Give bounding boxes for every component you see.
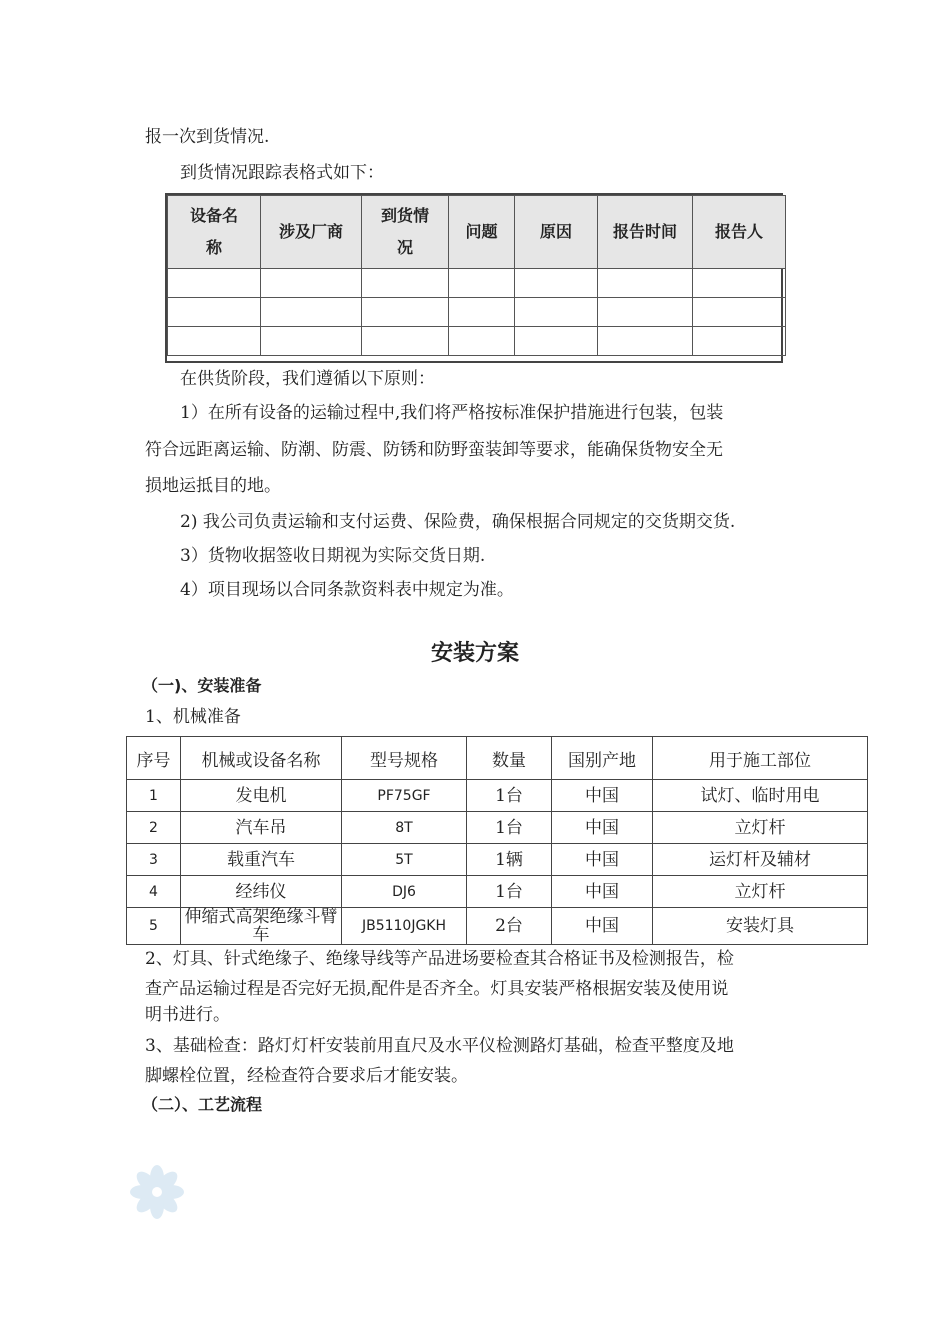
list-item-heading: 1、机械准备 [145, 707, 241, 727]
table-cell: 4 [127, 876, 181, 908]
text-line: 2、灯具、针式绝缘子、绝缘导线等产品进场要检查其合格证书及检测报告，检 [145, 949, 734, 969]
tracking-header-cell: 报告人 [693, 196, 786, 269]
text-line: 2) 我公司负责运输和支付运费、保险费，确保根据合同规定的交货期交货. [180, 512, 736, 532]
table-cell: 1辆 [467, 844, 552, 876]
table-cell: 立灯杆 [653, 876, 868, 908]
table-cell: 发电机 [181, 780, 342, 812]
machinery-header-cell: 用于施工部位 [653, 737, 868, 780]
subsection-heading: （二）、工艺流程 [142, 1095, 263, 1114]
tracking-header-cell: 问题 [449, 196, 515, 269]
tracking-table [167, 195, 786, 356]
tracking-header-cell: 设备名 称 [168, 196, 261, 269]
tracking-header-cell: 报告时间 [598, 196, 693, 269]
section-title: 安装方案 [430, 641, 519, 666]
text-line: 查产品运输过程是否完好无损,配件是否齐全。灯具安装严格根据安装及使用说 [145, 979, 729, 999]
machinery-header-cell: 型号规格 [342, 737, 467, 780]
tracking-header-cell: 到货情 况 [362, 196, 449, 269]
table-cell: 2台 [467, 908, 552, 945]
table-cell: 试灯、临时用电 [653, 780, 868, 812]
table-cell: 5T [342, 844, 467, 876]
table-cell: 运灯杆及辅材 [653, 844, 868, 876]
machinery-header-row [127, 737, 868, 780]
table-cell: 立灯杆 [653, 812, 868, 844]
text-line: 报一次到货情况. [145, 127, 270, 147]
table-cell: JB5110JGKH [342, 908, 467, 945]
text-line: 在供货阶段，我们遵循以下原则： [180, 369, 435, 389]
machinery-table [126, 736, 868, 945]
machinery-header-cell: 机械或设备名称 [181, 737, 342, 780]
table-row [127, 780, 868, 812]
table-cell: 5 [127, 908, 181, 945]
table-cell: 1台 [467, 780, 552, 812]
table-cell: 1台 [467, 812, 552, 844]
text-line: 1）在所有设备的运输过程中,我们将严格按标准保护措施进行包装，包装 [180, 403, 724, 423]
text-line: 符合远距离运输、防潮、防震、防锈和防野蛮装卸等要求，能确保货物安全无 [145, 440, 723, 460]
machinery-header-cell: 数量 [467, 737, 552, 780]
table-cell: DJ6 [342, 876, 467, 908]
table-cell: 伸缩式高架绝缘斗臂车 [181, 908, 342, 945]
text-line: 损地运抵目的地。 [145, 476, 281, 496]
text-line: 明书进行。 [145, 1005, 230, 1025]
tracking-empty-row [168, 269, 786, 298]
table-cell: 中国 [552, 812, 653, 844]
table-row [127, 876, 868, 908]
tracking-header-cell: 原因 [515, 196, 598, 269]
table-cell: 2 [127, 812, 181, 844]
text-line: 到货情况跟踪表格式如下： [180, 163, 384, 183]
tracking-header-row [168, 196, 786, 269]
table-row [127, 908, 868, 945]
tracking-header-cell: 涉及厂商 [261, 196, 362, 269]
table-cell: PF75GF [342, 780, 467, 812]
table-cell: 中国 [552, 780, 653, 812]
table-cell: 3 [127, 844, 181, 876]
table-cell: 载重汽车 [181, 844, 342, 876]
text-line: 4）项目现场以合同条款资料表中规定为准。 [180, 580, 514, 600]
table-cell: 经纬仪 [181, 876, 342, 908]
tracking-empty-row [168, 327, 786, 356]
table-cell: 中国 [552, 908, 653, 945]
machinery-header-cell: 国别产地 [552, 737, 653, 780]
machinery-header-cell: 序号 [127, 737, 181, 780]
text-line: 3、基础检查：路灯灯杆安装前用直尺及水平仪检测路灯基础，检查平整度及地 [145, 1036, 734, 1056]
table-cell: 安装灯具 [653, 908, 868, 945]
text-line: 脚螺栓位置，经检查符合要求后才能安装。 [145, 1066, 468, 1086]
tracking-empty-row [168, 298, 786, 327]
table-cell: 汽车吊 [181, 812, 342, 844]
table-cell: 8T [342, 812, 467, 844]
table-row [127, 844, 868, 876]
snowflake-watermark-icon [130, 1165, 184, 1219]
table-cell: 1 [127, 780, 181, 812]
text-line: 3）货物收据签收日期视为实际交货日期. [180, 546, 486, 566]
table-row [127, 812, 868, 844]
table-cell: 1台 [467, 876, 552, 908]
table-cell: 中国 [552, 844, 653, 876]
table-cell: 中国 [552, 876, 653, 908]
subsection-heading: （一)、安装准备 [142, 676, 262, 695]
